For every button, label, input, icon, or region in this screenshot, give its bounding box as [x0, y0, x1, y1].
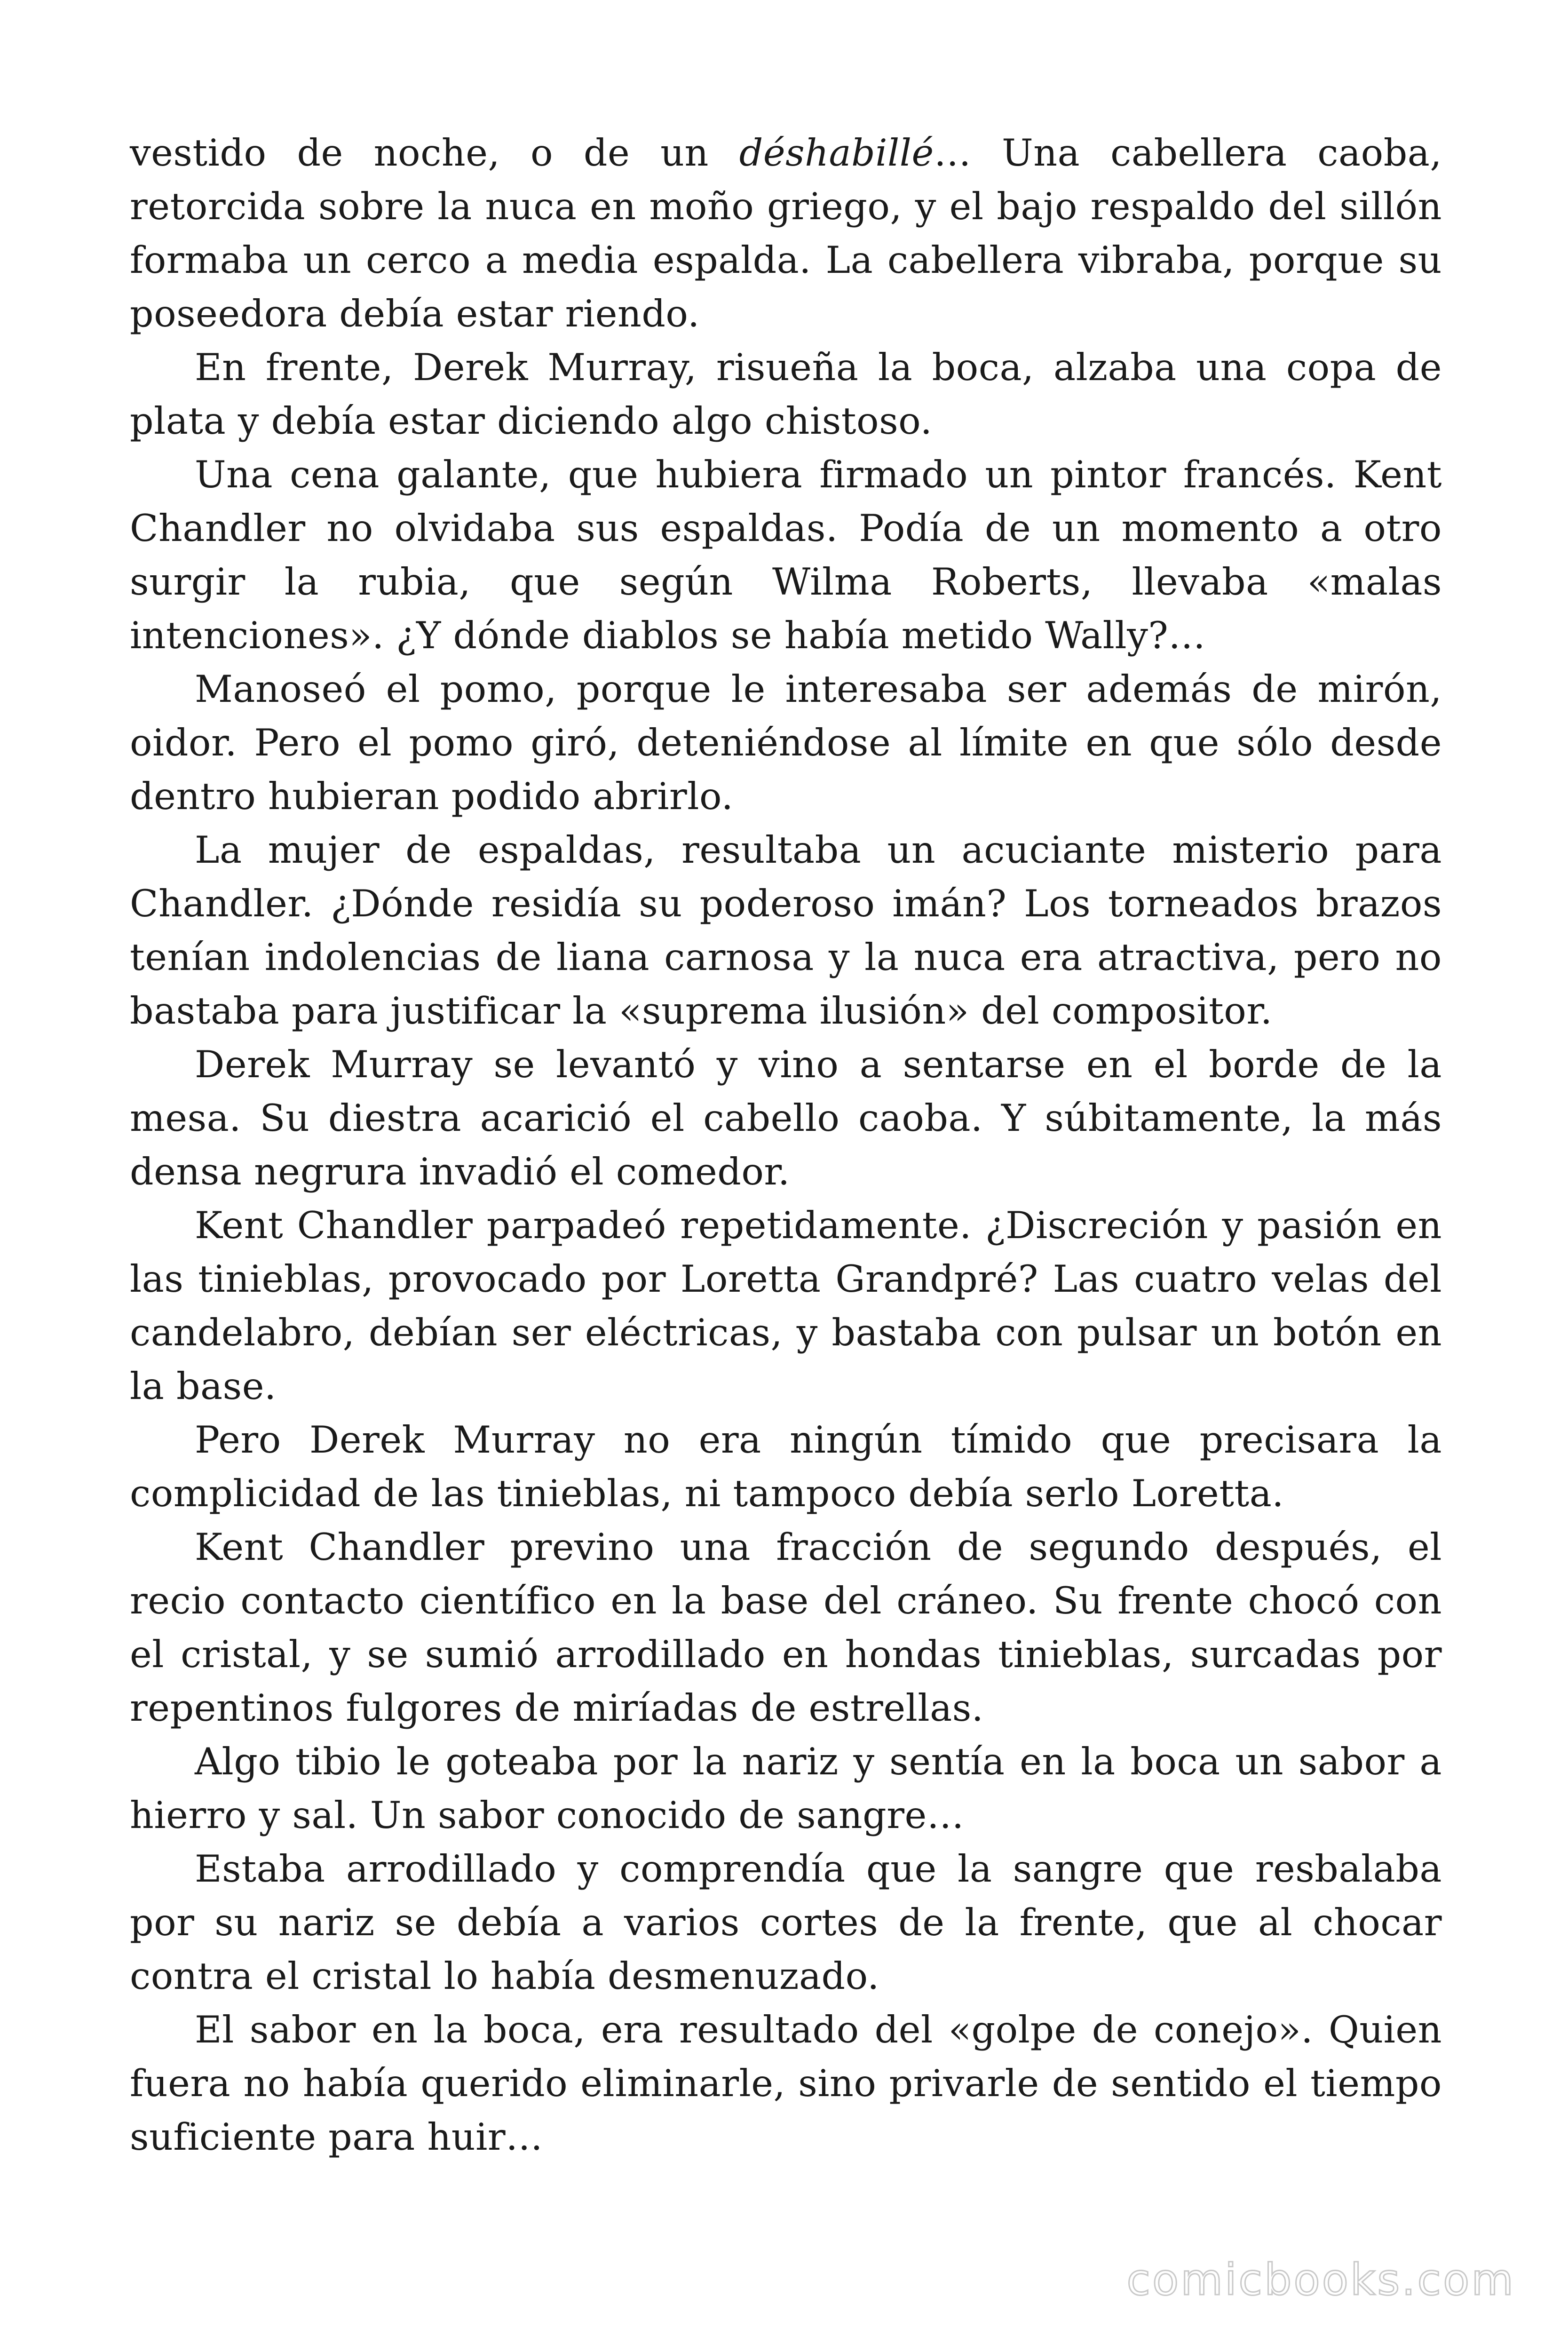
- text-run: … Una cabellera caoba, retorcida sobre la nuca en moño griego, y el bajo respaldo del sillón formaba un cerco a media espalda. La cabellera vibraba, porque su poseedora debía estar riendo.: [130, 131, 1442, 335]
- text-run: La mujer de espaldas, resultaba un acuciante misterio para Chandler. ¿Dónde residía su poderoso imán? Los torneados brazos tenían indolencias de liana carnosa y la nuca era atractiva, pero no bastaba para justificar la «suprema ilusión» del compositor.: [130, 828, 1442, 1033]
- paragraph: [130, 1413, 1442, 1520]
- text-run: En frente, Derek Murray, risueña la boca, alzaba una copa de plata y debía estar diciendo algo chistoso.: [130, 346, 1442, 443]
- paragraph: [130, 126, 1442, 341]
- text-run: Algo tibio le goteaba por la nariz y sentía en la boca un sabor a hierro y sal. Un sabor conocido de sangre…: [130, 1740, 1442, 1837]
- text-run: Derek Murray se levantó y vino a sentarse en el borde de la mesa. Su diestra acarició el cabello caoba. Y súbitamente, la más densa negrura invadió el comedor.: [130, 1043, 1442, 1193]
- text-run: Estaba arrodillado y comprendía que la sangre que resbalaba por su nariz se debía a varios cortes de la frente, que al chocar contra el cristal lo había desmenuzado.: [130, 1847, 1442, 1998]
- paragraph: [130, 1199, 1442, 1413]
- text-run: vestido de noche, o de un: [130, 131, 739, 175]
- paragraph: [130, 1842, 1442, 2003]
- page-text-body: [130, 126, 1442, 2164]
- paragraph: [130, 341, 1442, 448]
- paragraph: [130, 1520, 1442, 1735]
- watermark: comicbooks.com: [1126, 2255, 1515, 2305]
- text-run: Manoseó el pomo, porque le interesaba ser además de mirón, oidor. Pero el pomo giró, deteniéndose al límite en que sólo desde dentro hubieran podido abrirlo.: [130, 667, 1442, 818]
- italic-text: déshabillé: [739, 131, 934, 175]
- paragraph: [130, 823, 1442, 1038]
- paragraph: [130, 1735, 1442, 1842]
- text-run: Pero Derek Murray no era ningún tímido que precisara la complicidad de las tinieblas, ni tampoco debía serlo Loretta.: [130, 1418, 1442, 1515]
- paragraph: [130, 1038, 1442, 1199]
- text-run: Kent Chandler parpadeó repetidamente. ¿Discreción y pasión en las tinieblas, provocado por Loretta Grandpré? Las cuatro velas del candelabro, debían ser eléctricas, y bastaba con pulsar un botón en la base.: [130, 1204, 1442, 1408]
- text-run: El sabor en la boca, era resultado del «golpe de conejo». Quien fuera no había querido eliminarle, sino privarle de sentido el tiempo suficiente para huir…: [130, 2008, 1442, 2159]
- paragraph: [130, 2003, 1442, 2164]
- text-run: Kent Chandler previno una fracción de segundo después, el recio contacto científico en la base del cráneo. Su frente chocó con el cristal, y se sumió arrodillado en hondas tinieblas, surcadas por repentinos fulgores de miríadas de estrellas.: [130, 1526, 1442, 1730]
- text-run: Una cena galante, que hubiera firmado un pintor francés. Kent Chandler no olvidaba sus espaldas. Podía de un momento a otro surgir la rubia, que según Wilma Roberts, llevaba «malas intenciones». ¿Y dónde diablos se había metido Wally?…: [130, 453, 1442, 657]
- paragraph: [130, 662, 1442, 823]
- paragraph: [130, 448, 1442, 662]
